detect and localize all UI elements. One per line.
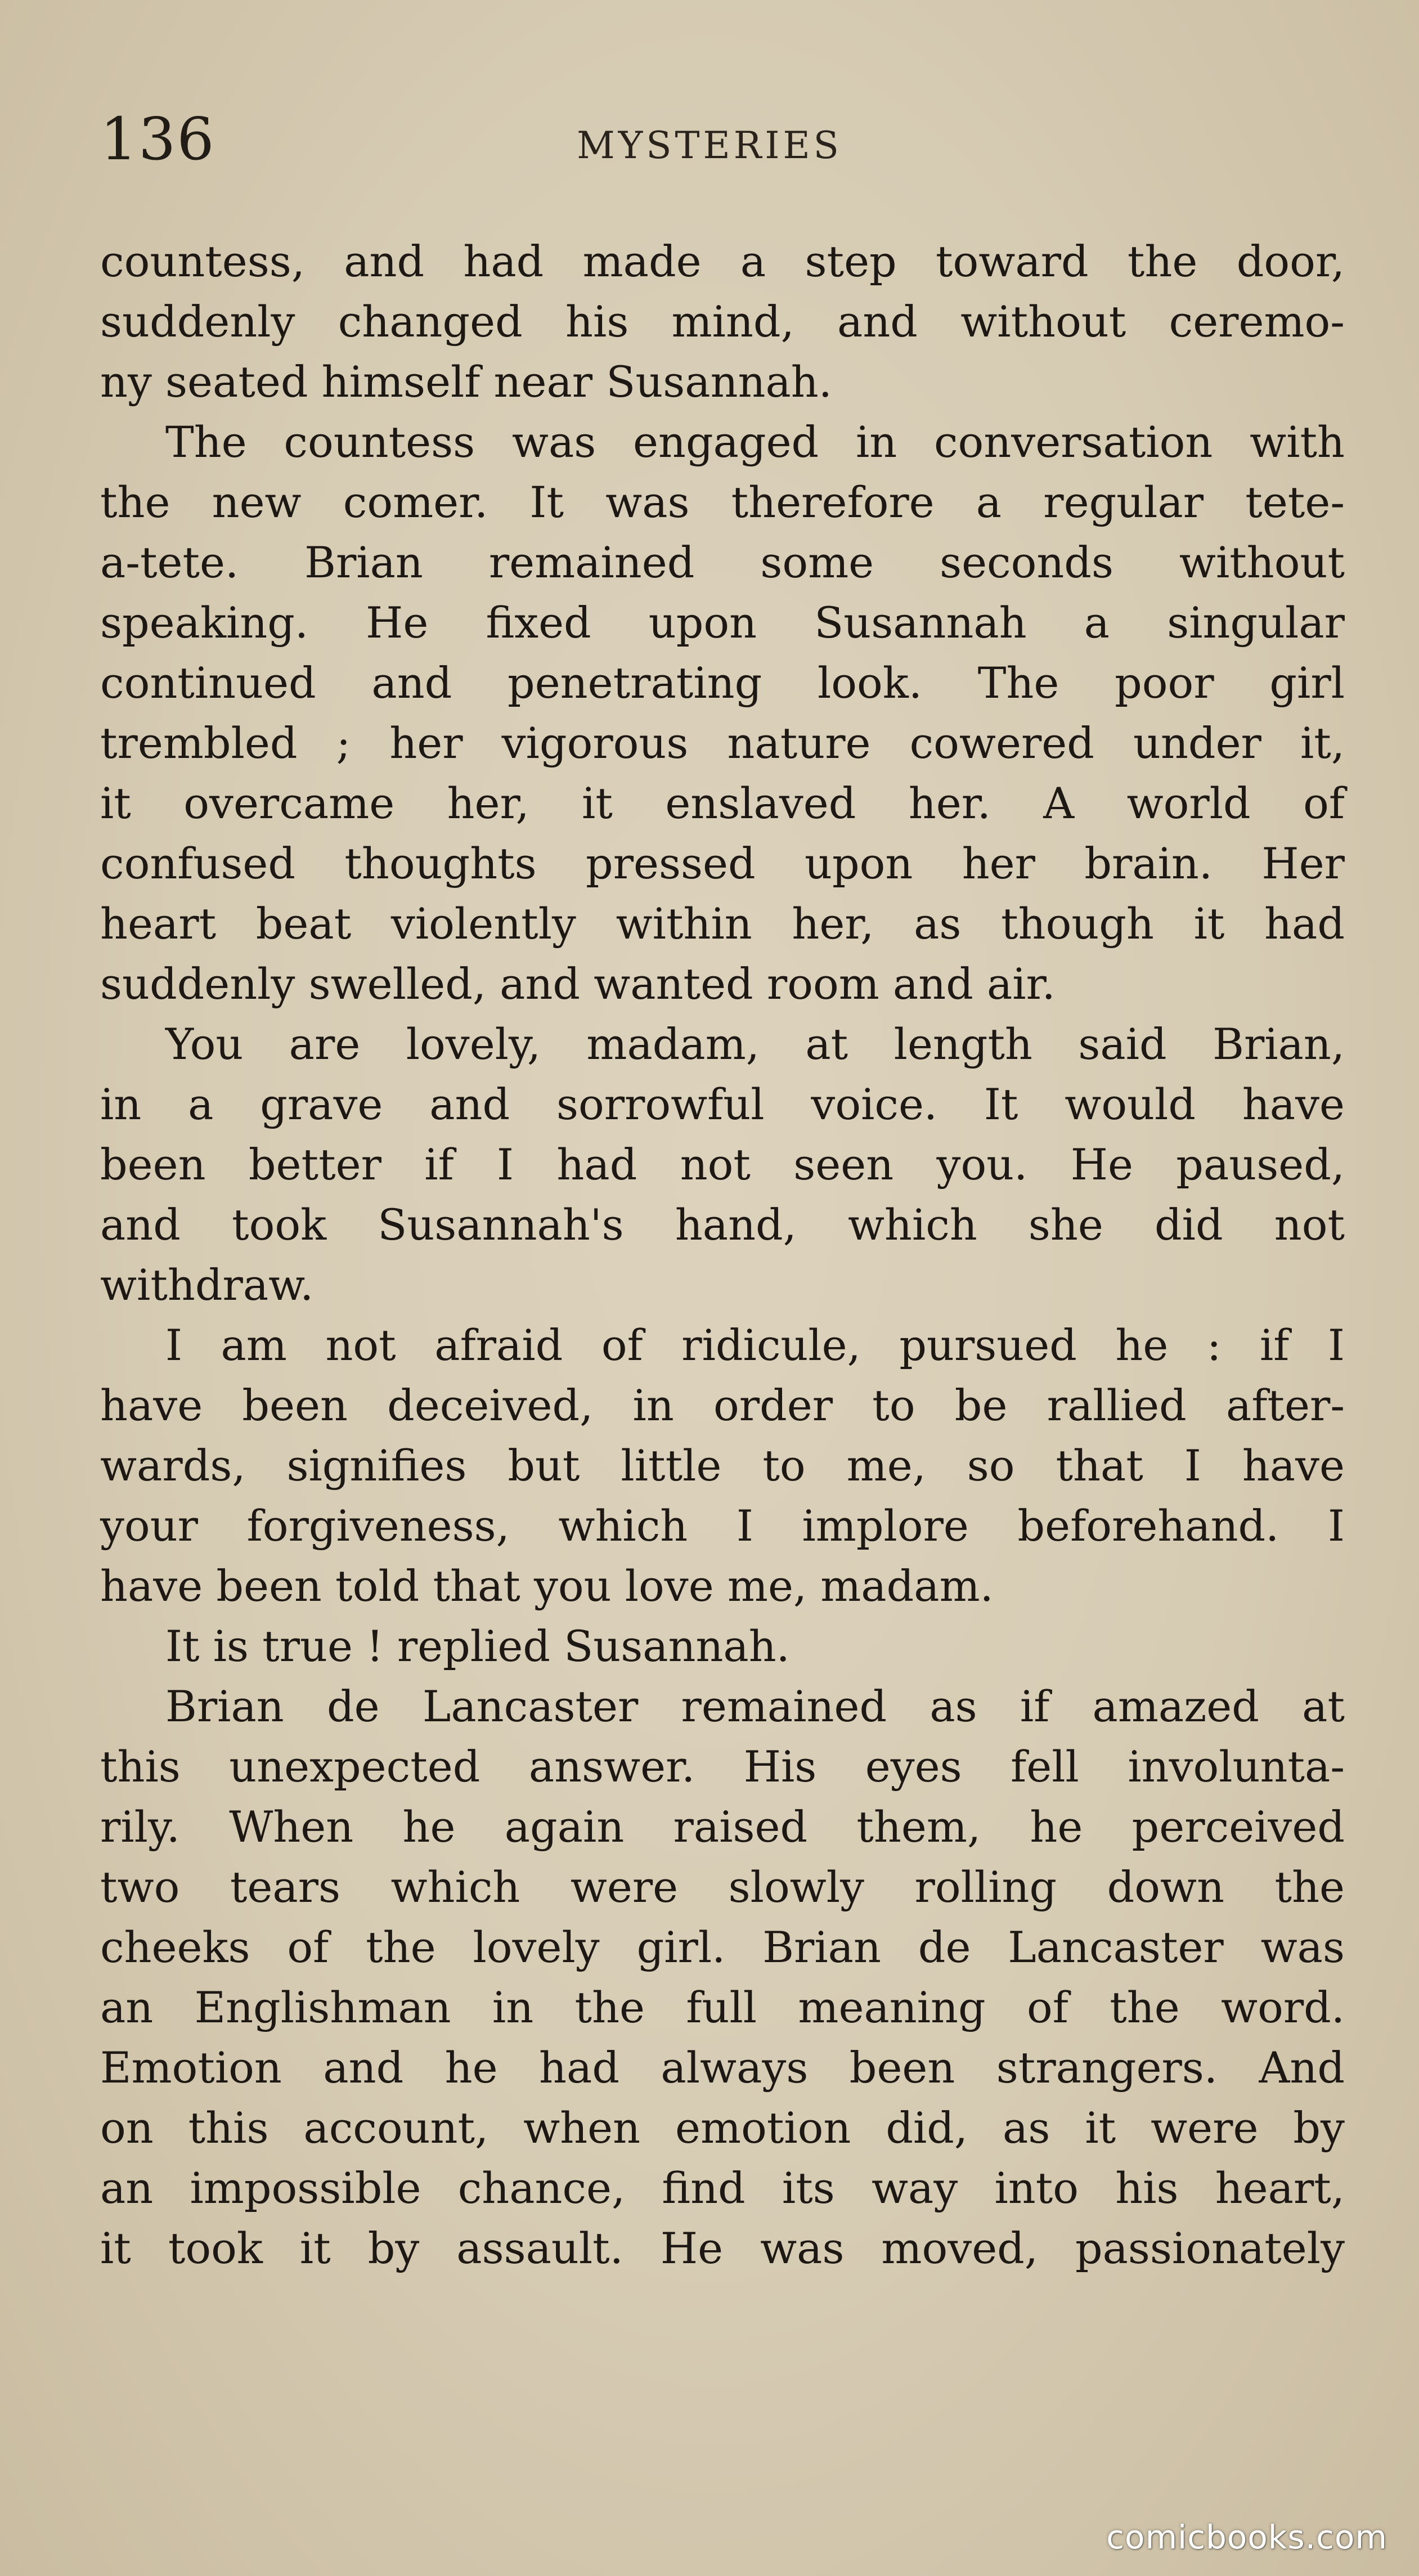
watermark: comicbooks.com (1106, 2518, 1387, 2556)
text-line: The countess was engaged in conversation with (165, 417, 1345, 467)
text-line: it overcame her, it enslaved her. A world of (100, 778, 1345, 828)
text-line: It is true ! replied Susannah. (165, 1621, 790, 1671)
page-number: 136 (100, 105, 215, 173)
text-line: ny seated himself near Susannah. (100, 357, 832, 407)
text-line: confused thoughts pressed upon her brain. Her (100, 838, 1345, 888)
running-head: MYSTERIES (577, 124, 842, 167)
text-line: continued and penetrating look. The poor girl (100, 658, 1345, 708)
text-line: withdraw. (100, 1260, 314, 1310)
text-line: two tears which were slowly rolling down the (100, 1862, 1345, 1912)
text-line: countess, and had made a step toward the door, (100, 236, 1345, 286)
text-line: on this account, when emotion did, as it were by (100, 2103, 1345, 2153)
text-line: suddenly changed his mind, and without ceremo- (100, 297, 1345, 347)
text-line: the new comer. It was therefore a regular tete- (100, 477, 1345, 527)
text-line: have been told that you love me, madam. (100, 1561, 994, 1611)
text-line: in a grave and sorrowful voice. It would have (100, 1079, 1345, 1129)
text-line: your forgiveness, which I implore beforehand. I (100, 1501, 1345, 1551)
text-line: speaking. He fixed upon Susannah a singular (100, 598, 1345, 648)
text-line: have been deceived, in order to be rallied after- (100, 1380, 1345, 1430)
text-line: rily. When he again raised them, he perceived (100, 1802, 1345, 1852)
text-line: You are lovely, madam, at length said Brian, (165, 1019, 1345, 1069)
text-line: an impossible chance, find its way into his heart, (100, 2163, 1345, 2213)
text-line: heart beat violently within her, as though it had (100, 899, 1345, 949)
text-line: it took it by assault. He was moved, passionately (100, 2223, 1345, 2273)
text-line: a-tete. Brian remained some seconds without (100, 537, 1345, 587)
text-line: trembled ; her vigorous nature cowered under it, (100, 718, 1345, 768)
text-line: I am not afraid of ridicule, pursued he : if I (165, 1320, 1345, 1370)
text-line: suddenly swelled, and wanted room and air. (100, 959, 1056, 1009)
text-line: and took Susannah's hand, which she did not (100, 1200, 1345, 1250)
text-line: Emotion and he had always been strangers. And (100, 2043, 1345, 2093)
text-line: cheeks of the lovely girl. Brian de Lancaster was (100, 1922, 1345, 1972)
text-line: been better if I had not seen you. He paused, (100, 1139, 1345, 1190)
text-line: an Englishman in the full meaning of the word. (100, 1982, 1345, 2032)
text-line: wards, signifies but little to me, so that I have (100, 1440, 1345, 1491)
text-line: Brian de Lancaster remained as if amazed at (165, 1681, 1345, 1731)
text-line: this unexpected answer. His eyes fell involunta- (100, 1742, 1345, 1792)
